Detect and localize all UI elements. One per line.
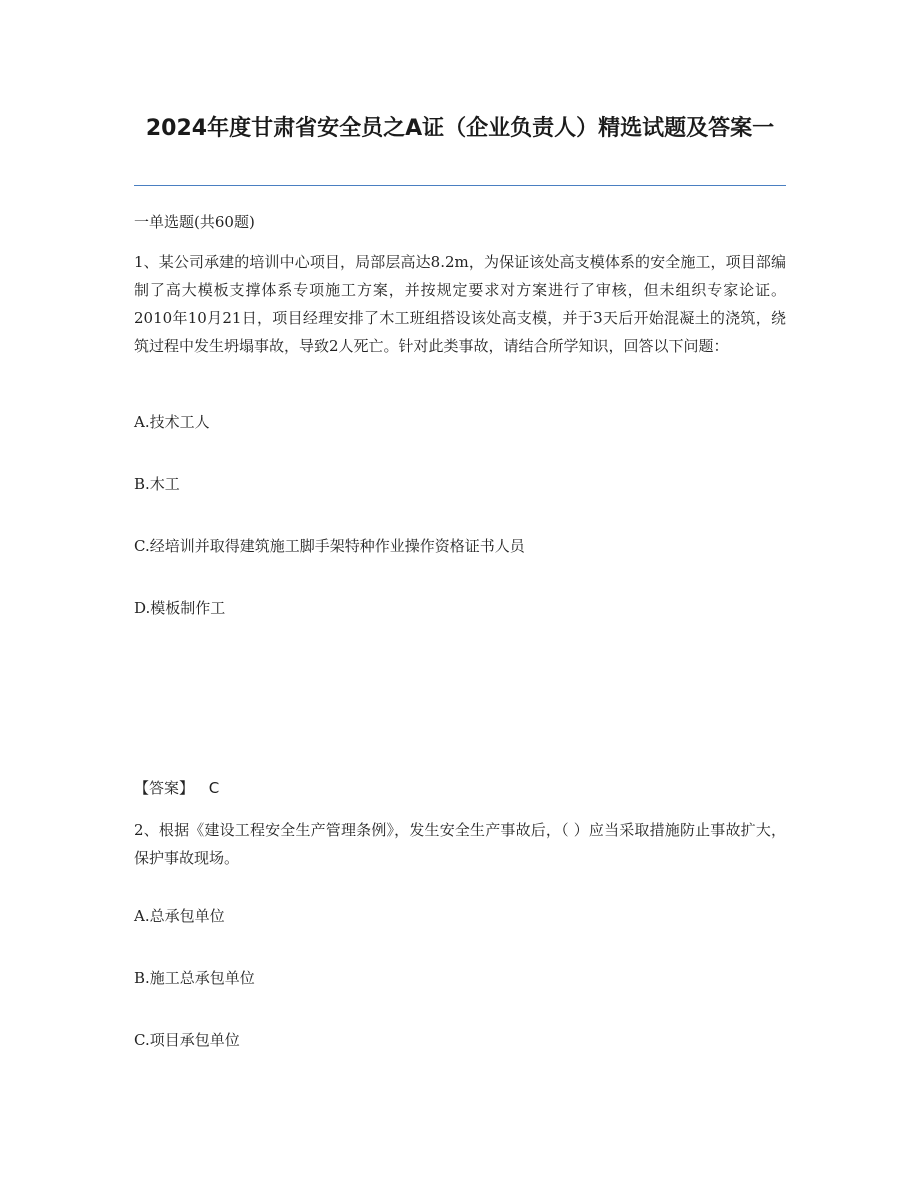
question-1-option-c: C.经培训并取得建筑施工脚手架特种作业操作资格证书人员 <box>134 537 525 555</box>
answer-label: 【答案】 <box>134 779 195 797</box>
question-1-option-b: B.木工 <box>134 475 180 493</box>
question-2-option-b: B.施工总承包单位 <box>134 969 255 987</box>
question-1-option-d: D.模板制作工 <box>134 599 226 617</box>
title-divider <box>134 185 786 186</box>
question-2-option-c: C.项目承包单位 <box>134 1031 240 1049</box>
question-1-stem: 1、某公司承建的培训中心项目，局部层高达8.2m，为保证该处高支模体系的安全施工，项目部编制了高大模板支撑体系专项施工方案，并按规定要求对方案进行了审核，但未组织专家论证。2010年10月21日，项目经理安排了木工班组搭设该处高支模，并于3天后开始混凝土的浇筑，绕筑过程中发生坍塌事故，导致2人死亡。针对此类事故，请结合所学知识，回答以下问题： <box>134 253 786 355</box>
question-1-option-a: A.技术工人 <box>134 413 210 431</box>
question-2-option-a: A.总承包单位 <box>134 907 225 925</box>
answer-value: C <box>208 779 220 797</box>
section-heading: 一单选题(共60题) <box>134 213 255 231</box>
question-2-stem: 2、根据《建设工程安全生产管理条例》，发生安全生产事故后，（ ）应当采取措施防止事故扩大，保护事故现场。 <box>134 821 786 867</box>
question-1-answer <box>134 774 219 802</box>
document-title: 2024年度甘肃省安全员之A证（企业负责人）精选试题及答案一 <box>145 116 775 141</box>
